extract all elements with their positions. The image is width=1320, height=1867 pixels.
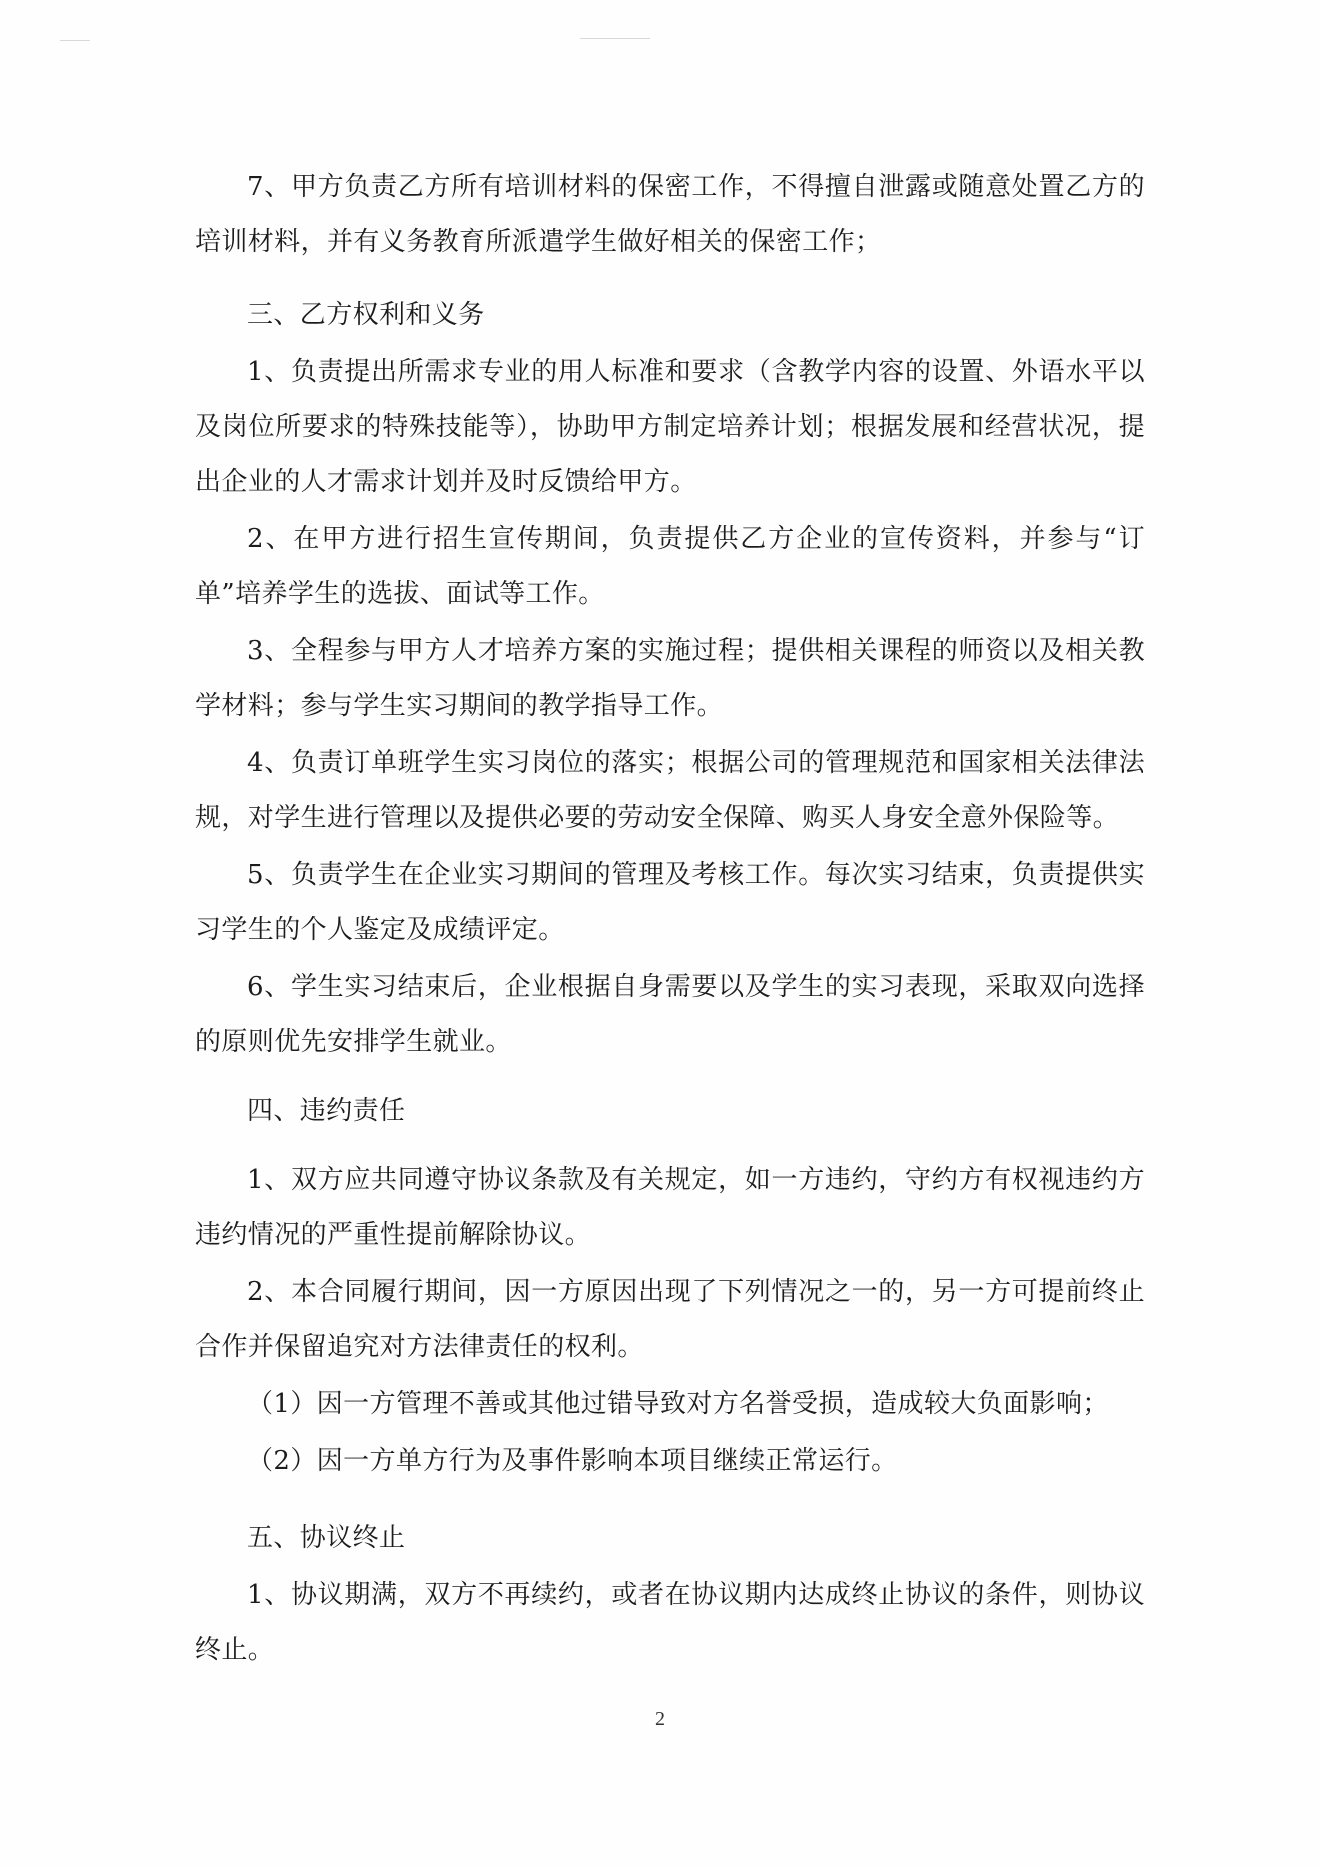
paragraph-b-clause-1: 1、负责提出所需求专业的用人标准和要求（含教学内容的设置、外语水平以及岗位所要求的特殊技能等），协助甲方制定培养计划；根据发展和经营状况，提出企业的人才需求计划并及时反馈给甲方。 (195, 357, 1145, 497)
scan-artifact (60, 40, 90, 41)
paragraph-b-clause-4: 4、负责订单班学生实习岗位的落实；根据公司的管理规范和国家相关法律法规，对学生进行管理以及提供必要的劳动安全保障、购买人身安全意外保险等。 (195, 748, 1145, 833)
paragraph-b-clause-2: 2、在甲方进行招生宣传期间，负责提供乙方企业的宣传资料，并参与“订单”培养学生的选拔、面试等工作。 (195, 524, 1145, 609)
paragraph-b-clause-6: 6、学生实习结束后，企业根据自身需要以及学生的实习表现，采取双向选择的原则优先安排学生就业。 (195, 972, 1145, 1057)
section-heading-breach: 四、违约责任 (247, 1096, 406, 1126)
scan-artifact (580, 38, 650, 39)
paragraph-b-clause-3: 3、全程参与甲方人才培养方案的实施过程；提供相关课程的师资以及相关教学材料；参与学生实习期间的教学指导工作。 (195, 636, 1145, 721)
section-heading-party-b-rights: 三、乙方权利和义务 (247, 300, 485, 330)
document-body (195, 160, 1145, 1678)
paragraph-termination-clause-1: 1、协议期满，双方不再续约，或者在协议期内达成终止协议的条件，则协议终止。 (195, 1580, 1145, 1665)
paragraph-breach-clause-2: 2、本合同履行期间，因一方原因出现了下列情况之一的，另一方可提前终止合作并保留追究对方法律责任的权利。 (195, 1277, 1145, 1362)
paragraph-breach-item-1: （1）因一方管理不善或其他过错导致对方名誉受损，造成较大负面影响； (247, 1389, 1109, 1419)
paragraph-clause-7: 7、甲方负责乙方所有培训材料的保密工作，不得擅自泄露或随意处置乙方的培训材料，并有义务教育所派遣学生做好相关的保密工作； (195, 172, 1145, 257)
paragraph-breach-item-2: （2）因一方单方行为及事件影响本项目继续正常运行。 (247, 1446, 898, 1476)
section-heading-termination: 五、协议终止 (247, 1523, 406, 1553)
paragraph-b-clause-5: 5、负责学生在企业实习期间的管理及考核工作。每次实习结束，负责提供实习学生的个人鉴定及成绩评定。 (195, 860, 1145, 945)
page-number: 2 (655, 1708, 665, 1730)
paragraph-breach-clause-1: 1、双方应共同遵守协议条款及有关规定，如一方违约，守约方有权视违约方违约情况的严重性提前解除协议。 (195, 1165, 1145, 1250)
